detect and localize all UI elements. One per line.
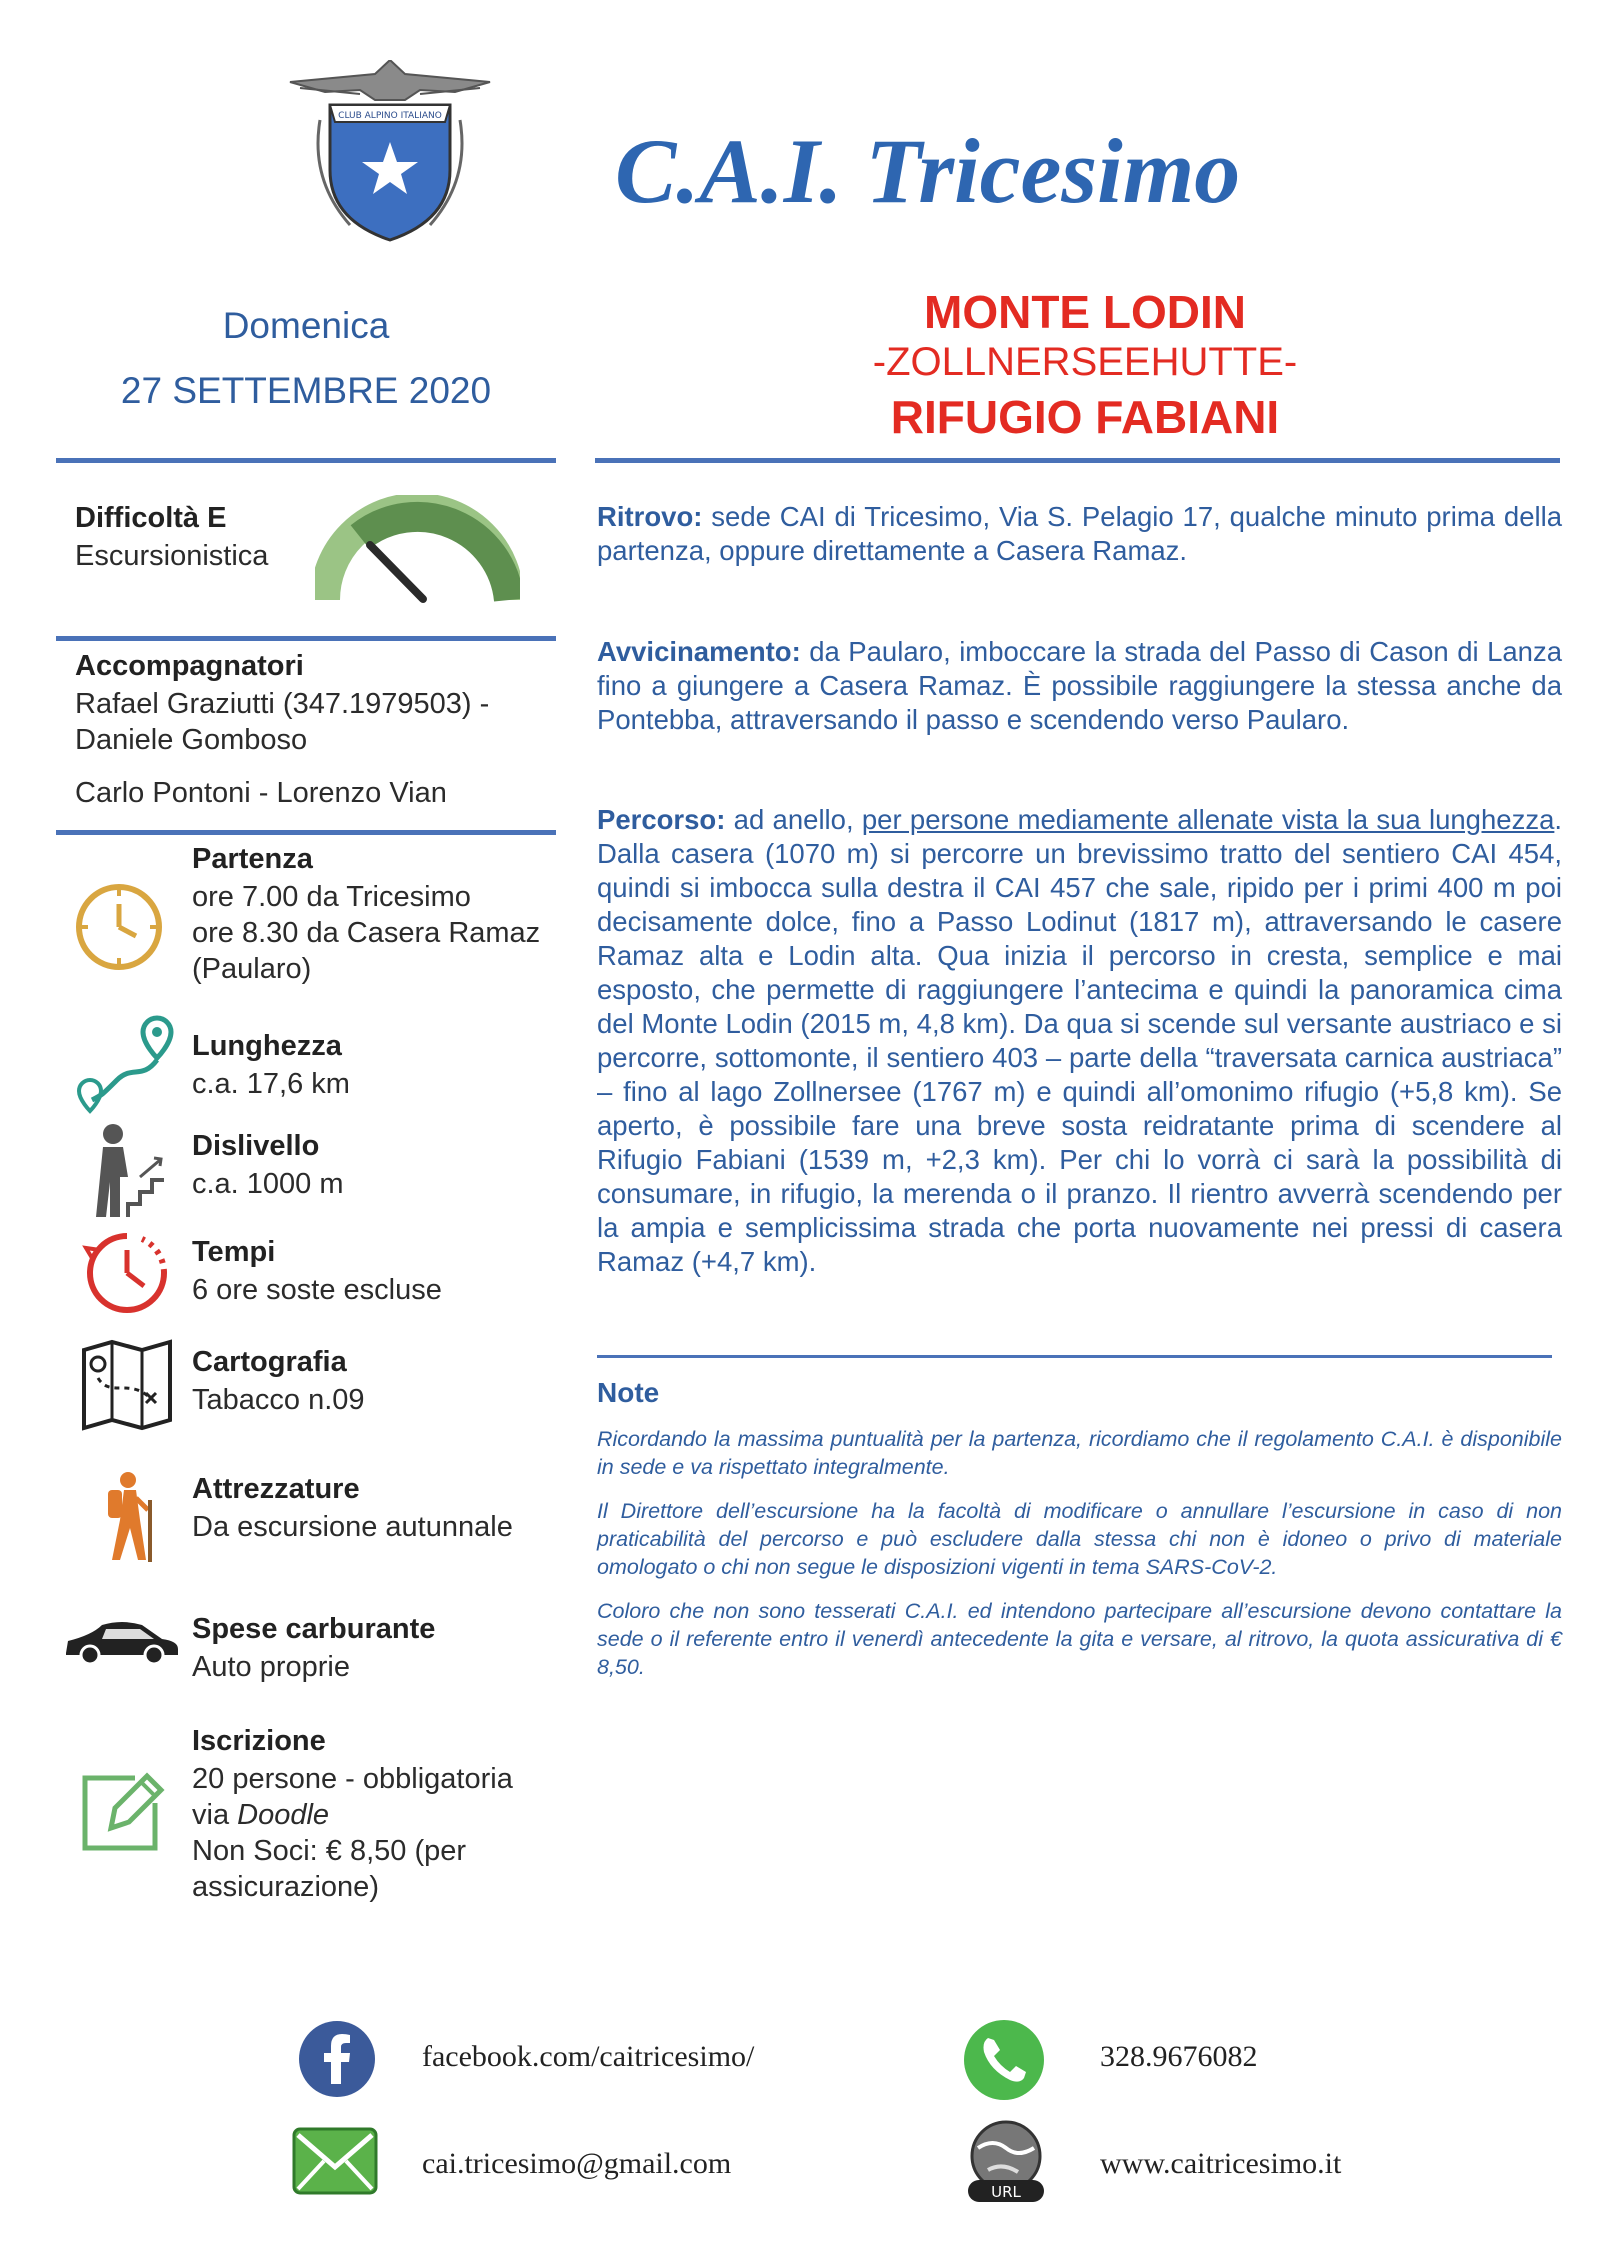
- ritrovo-text: sede CAI di Tricesimo, Via S. Pelagio 17, qualche minuto prima della partenza, oppure direttamente a Casera Ramaz.: [597, 501, 1562, 566]
- info-value: Non Soci: € 8,50 (per: [192, 1835, 467, 1867]
- info-value-prefix: via: [192, 1799, 238, 1831]
- info-value: Da escursione autunnale: [192, 1511, 513, 1543]
- route-pin-icon: [72, 1010, 172, 1110]
- left-divider: [56, 458, 556, 463]
- info-value: Tabacco n.09: [192, 1384, 365, 1416]
- info-label: Attrezzature: [192, 1473, 360, 1505]
- doodle-link[interactable]: Doodle: [237, 1799, 330, 1831]
- globe-url-icon[interactable]: [958, 2118, 1054, 2208]
- info-value: 6 ore soste escluse: [192, 1274, 442, 1306]
- guides-line: Rafael Graziutti (347.1979503) -: [75, 688, 490, 720]
- percorso-label: Percorso:: [597, 804, 726, 835]
- notes-divider: [597, 1355, 1552, 1358]
- hiker-stairs-icon: [88, 1122, 188, 1222]
- difficulty-label: Difficoltà E: [75, 502, 227, 534]
- org-title: C.A.I. Tricesimo: [615, 120, 1241, 222]
- notes-heading: Note: [597, 1377, 660, 1408]
- percorso-underlined: per persone mediamente allenate vista la sua lunghezza: [861, 804, 1555, 835]
- timer-icon: [82, 1228, 182, 1328]
- percorso-pre: ad anello,: [725, 804, 862, 835]
- trip-title-sub: -ZOLLNERSEEHUTTE-: [872, 340, 1298, 384]
- notes-paragraph: Ricordando la massima puntualità per la partenza, ricordiamo che il regolamento C.A.I. è disponibile in sede e va rispettato integralmente.: [597, 1427, 1562, 1479]
- notes-paragraph: Il Direttore dell’escursione ha la facoltà di modificare o annullare l’escursione in caso di non praticabilità del percorso e può escludere dalla stessa chi non è idoneo o privo di materiale omologato o chi non segue le disposizioni vigenti in tema SARS-CoV-2.: [597, 1499, 1562, 1579]
- right-divider: [595, 458, 1560, 463]
- left-divider: [56, 830, 556, 835]
- website-link[interactable]: www.caitricesimo.it: [1100, 2147, 1342, 2180]
- notes-paragraph: Coloro che non sono tesserati C.A.I. ed intendono partecipare all’escursione devono contattare la sede o il referente entro il venerdì antecedente la gita e versare, al ritrovo, la quota assicurativa di € 8,50.: [597, 1599, 1562, 1679]
- info-label: Spese carburante: [192, 1613, 436, 1645]
- car-icon: [62, 1615, 182, 1665]
- event-weekday: Domenica: [222, 305, 390, 346]
- trip-title-main: MONTE LODIN: [924, 286, 1246, 338]
- event-date: 27 SETTEMBRE 2020: [120, 370, 492, 411]
- info-label: Lunghezza: [192, 1030, 342, 1062]
- info-value: c.a. 17,6 km: [192, 1068, 350, 1100]
- info-value: 20 persone - obbligatoria: [192, 1763, 513, 1795]
- info-label: Tempi: [192, 1236, 276, 1268]
- info-value: ore 8.30 da Casera Ramaz: [192, 917, 541, 949]
- info-label: Partenza: [192, 843, 313, 875]
- cai-logo: [280, 60, 500, 245]
- ritrovo-label: Ritrovo:: [597, 501, 703, 532]
- avvicinamento-text: da Paularo, imboccare la strada del Passo di Cason di Lanza fino a giungere a Casera Ramaz. È possibile raggiungere la stessa anche da Pontebba, attraversando il passo e scendendo verso Paularo.: [597, 636, 1562, 735]
- email-icon[interactable]: [290, 2125, 380, 2197]
- info-value: c.a. 1000 m: [192, 1168, 344, 1200]
- email-address[interactable]: cai.tricesimo@gmail.com: [422, 2147, 732, 2180]
- logo-text: CLUB ALPINO ITALIANO: [338, 111, 442, 121]
- percorso-text: . Dalla casera (1070 m) si percorre un brevissimo tratto del sentiero CAI 454, quindi si imbocca sulla destra il CAI 457 che sale, ripido per i primi 400 m poi decisamente dolce, fino a Passo Lodinut (1817 m), attraversando le casere Ramaz alta e Lodin alta. Qua inizia il percorso in cresta, semplice e mai esposto, che permette di raggiungere l’antecima e quindi la panoramica cima del Monte Lodin (2015 m, 4,8 km). Da qua si scende sul versante austriaco e si percorre, sottomonte, il sentiero 403 – parte della “traversata carnica austriaca” – fino al lago Zollnersee (1767 m) e quindi all’omonimo rifugio (+5,8 km). Se aperto, è possibile fare una breve sosta reidratante prima di scendere al Rifugio Fabiani (1539 m, +2,3 km). Per chi lo vorrà ci sarà la possibilità di consumare, in rifugio, la merenda o il pranzo. Il rientro avverrà scendendo per la ampia e semplicissima strada che porta nuovamente nei pressi di casera Ramaz (+4,7 km).: [597, 804, 1562, 1277]
- info-value: [192, 1797, 329, 1834]
- guides-line: Carlo Pontoni - Lorenzo Vian: [75, 777, 447, 809]
- guides-line: Daniele Gomboso: [75, 724, 308, 756]
- percorso-paragraph: [597, 803, 1562, 1279]
- left-divider: [56, 636, 556, 641]
- hiker-icon: [90, 1470, 190, 1570]
- avvicinamento-paragraph: [597, 635, 1562, 737]
- info-value: (Paularo): [192, 953, 312, 985]
- info-label: Iscrizione: [192, 1725, 326, 1757]
- clock-icon: [72, 880, 172, 980]
- avvicinamento-label: Avvicinamento:: [597, 636, 801, 667]
- info-label: Dislivello: [192, 1130, 320, 1162]
- difficulty-value: Escursionistica: [75, 540, 269, 572]
- difficulty-gauge-icon: [315, 495, 520, 605]
- facebook-link[interactable]: facebook.com/caitricesimo/: [422, 2040, 755, 2073]
- info-label: Cartografia: [192, 1346, 347, 1378]
- phone-icon[interactable]: [962, 2018, 1046, 2102]
- ritrovo-paragraph: [597, 500, 1562, 568]
- guides-label: Accompagnatori: [75, 650, 304, 682]
- phone-number[interactable]: 328.9676082: [1100, 2040, 1258, 2073]
- info-value: ore 7.00 da Tricesimo: [192, 881, 471, 913]
- url-badge-text: URL: [991, 2183, 1021, 2201]
- info-value: Auto proprie: [192, 1651, 350, 1683]
- trip-title-destination: RIFUGIO FABIANI: [890, 391, 1280, 443]
- info-value: assicurazione): [192, 1871, 379, 1903]
- edit-icon: [75, 1768, 175, 1868]
- map-icon: [80, 1338, 180, 1438]
- facebook-icon[interactable]: [298, 2020, 376, 2098]
